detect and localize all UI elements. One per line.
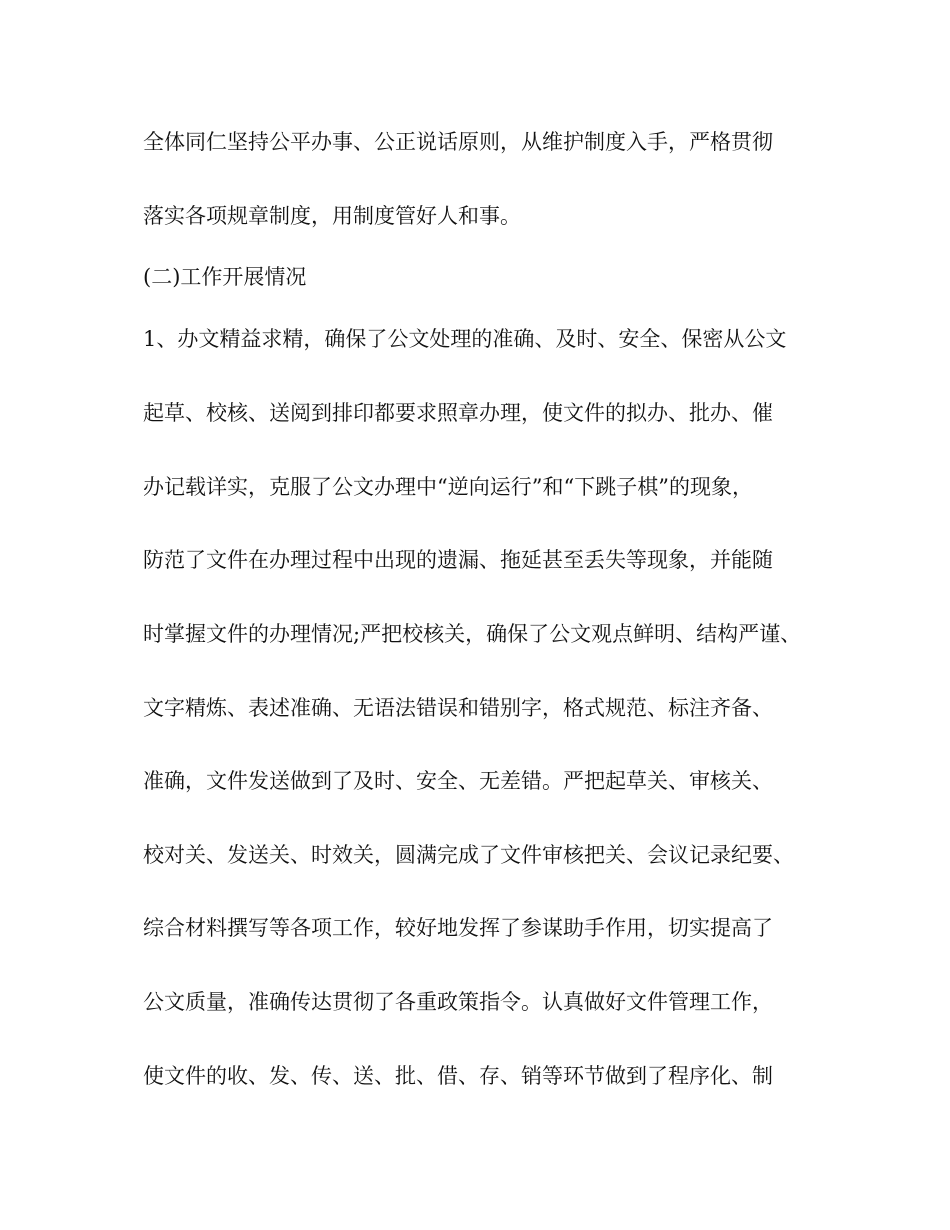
text-line-2: 落实各项规章制度，用制度管好人和事。 (143, 204, 521, 228)
text-line-9: 文字精炼、表述准确、无语法错误和错别字，格式规范、标注齐备、 (143, 696, 773, 720)
section-heading: (二)工作开展情况 (143, 265, 307, 289)
text-line-8: 时掌握文件的办理情况;严把校核关，确保了公文观点鲜明、结构严谨、 (143, 622, 802, 646)
text-line-4: 1、办文精益求精，确保了公文处理的准确、及时、安全、保密从公文 (143, 327, 787, 351)
text-line-5: 起草、校核、送阅到排印都要求照章办理，使文件的拟办、批办、催 (143, 401, 773, 425)
text-line-10: 准确，文件发送做到了及时、安全、无差错。严把起草关、审核关、 (143, 769, 773, 793)
text-line-12: 综合材料撰写等各项工作，较好地发挥了参谋助手作用，切实提高了 (143, 916, 773, 940)
text-line-13: 公文质量，准确传达贯彻了各重政策指令。认真做好文件管理工作， (143, 990, 773, 1014)
text-line-11: 校对关、发送关、时效关，圆满完成了文件审核把关、会议记录纪要、 (143, 843, 794, 867)
text-line-1: 全体同仁坚持公平办事、公正说话原则，从维护制度入手，严格贯彻 (143, 130, 773, 154)
text-line-6: 办记载详实，克服了公文办理中“逆向运行”和“下跳子棋”的现象， (143, 475, 753, 499)
text-line-14: 使文件的收、发、传、送、批、借、存、销等环节做到了程序化、制 (143, 1064, 773, 1088)
text-line-7: 防范了文件在办理过程中出现的遗漏、拖延甚至丢失等现象，并能随 (143, 548, 773, 572)
